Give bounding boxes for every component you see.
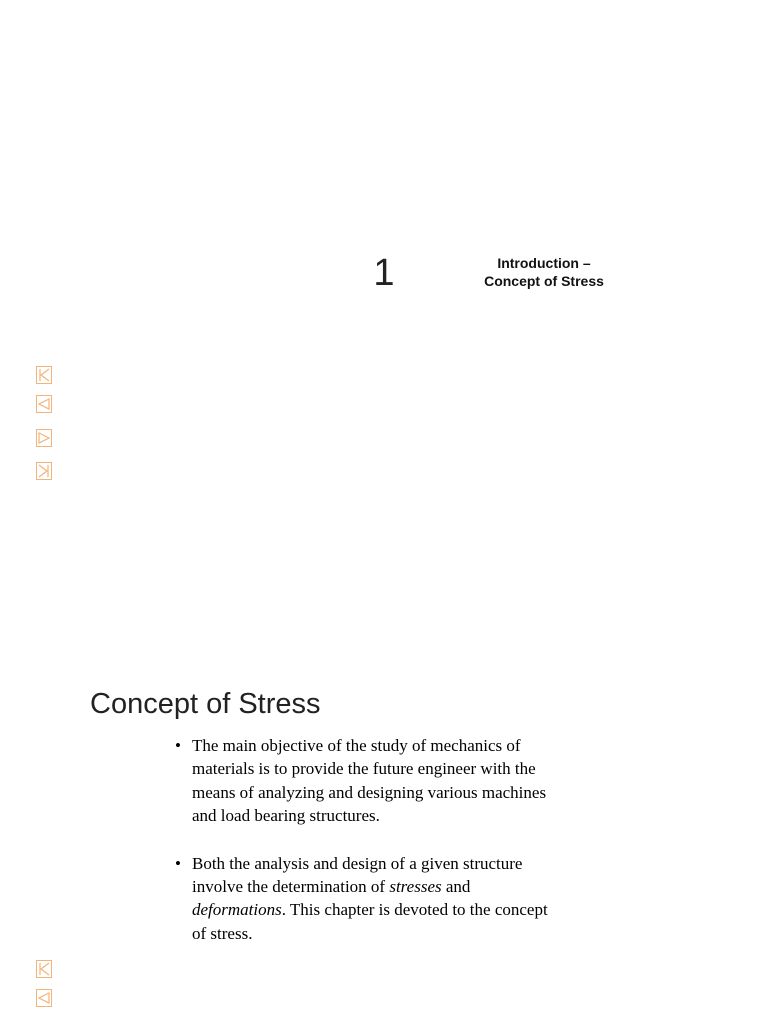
first-slide-icon: [37, 367, 51, 383]
previous-slide-button[interactable]: [36, 989, 52, 1007]
slide-title: Concept of Stress: [90, 688, 321, 720]
first-slide-button[interactable]: [36, 366, 52, 384]
slide-concept-of-stress: [0, 600, 768, 1024]
bullet-marker: •: [175, 736, 181, 755]
previous-slide-button[interactable]: [36, 395, 52, 413]
last-slide-button[interactable]: [36, 462, 52, 480]
previous-slide-icon: [37, 396, 51, 412]
bullet-text-part: . This chapter is devoted to the concept of stress.: [192, 900, 548, 943]
bullet-item: [172, 852, 562, 946]
bullet-list: [172, 734, 562, 969]
next-slide-icon: [37, 430, 51, 446]
bullet-text: The main objective of the study of mechanics of materials is to provide the future engineer with the means of analyzing and designing various machines and load bearing structures.: [192, 736, 547, 826]
chapter-number: 1: [373, 252, 395, 294]
first-slide-button[interactable]: [36, 960, 52, 978]
term-deformations: deformations: [192, 900, 282, 920]
previous-slide-icon: [37, 990, 51, 1006]
next-slide-button[interactable]: [36, 429, 52, 447]
chapter-title-line-1: Introduction –: [497, 255, 591, 271]
bullet-marker: •: [175, 853, 181, 873]
first-slide-icon: [37, 961, 51, 977]
bullet-text-part: and: [441, 877, 471, 897]
last-slide-icon: [37, 463, 51, 479]
bullet-text-part: Both the analysis and design of a given structure involve the determination of: [192, 853, 523, 897]
bullet-item: [172, 734, 562, 828]
term-stresses: stresses: [389, 877, 442, 897]
chapter-title-line-2: Concept of Stress: [484, 273, 604, 289]
chapter-title: [460, 254, 628, 290]
